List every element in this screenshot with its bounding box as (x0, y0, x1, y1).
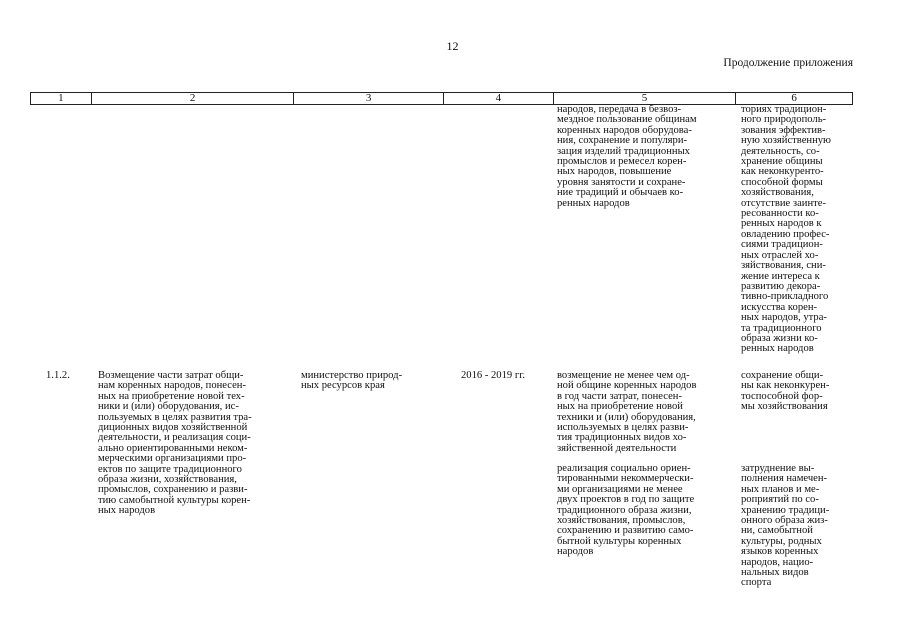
column-number-4: 4 (444, 93, 554, 104)
period-text: 2016 - 2019 гг. (461, 370, 525, 381)
page-number: 12 (446, 39, 459, 53)
risk-text-b: затруднение вы- полнения намечен- ных планов и ме- роприятий по со- хранению традици- онного образа жиз- ни, самобытной культуры, родных языков коренных народов, нацио- нальных видов спорта (741, 463, 830, 589)
column-number-5: 5 (554, 93, 737, 104)
result-text-b: реализация социально ориен- тированными некоммерчески- ми организациями не менее двух проектов в год по защите традиционного образа жизни, хозяйствования, промыслов, сохранению и развитию само- бытной культуры коренных народов (557, 463, 695, 558)
column-number-2: 2 (92, 93, 295, 104)
executor-text: министерство природ- ных ресурсов края (301, 370, 403, 392)
continuation-label: Продолжение приложения (723, 57, 853, 69)
risk-text-a: сохранение общи- ны как неконкурен- тоспособной фор- мы хозяйствования (741, 370, 830, 413)
row-number: 1.1.2. (46, 370, 70, 381)
column-number-6: 6 (791, 92, 797, 104)
continued-result-text: народов, передача в безвоз- мездное пользование общинам коренных народов оборудова- ния, сохранение и популяри- зация изделий традиционных промыслов и ремесел корен- ных народов, повышение уровня занятости и сохране- ние традиций и обычаев ко- ренных народов (557, 104, 697, 209)
column-number-header (30, 92, 853, 105)
column-number-3: 3 (294, 93, 444, 104)
column-number-1: 1 (31, 93, 92, 104)
continued-risk-text: ториях традицион- ного природополь- зования эффектив- ную хозяйственную деятельность, со- хранение общины как неконкуренто- способной формы хозяйствования, отсутствие заинте- ресованности ко- ренных народов к овладению профес- сиями традицион- ных отраслей хо- зяйствования, сни- жение интереса к развитию декора- тивно-прикладного искусства корен- ных народов, утра- та традиционного образа жизни ко- ренных народов (741, 104, 831, 355)
result-text-a: возмещение не менее чем од- ной общине коренных народов в год части затрат, понесен- ных на приобретение новой техники и (или) оборудования, используемых в целях разви- тия традиционных видов хо- зяйственной деятельности (557, 370, 697, 454)
measure-text: Возмещение части затрат общи- нам коренных народов, понесен- ных на приобретение новой тех- ники и (или) оборудования, ис- пользуемых в целях развития тра- диционных видов хозяйственной деятельности, и реализация соци- ально ориентированными неком- мерческими организациями про- ектов по защите традиционного образа жизни, хозяйствования, промыслов, сохранению и разви- тию самобытной культуры корен- ных народов (98, 370, 252, 517)
